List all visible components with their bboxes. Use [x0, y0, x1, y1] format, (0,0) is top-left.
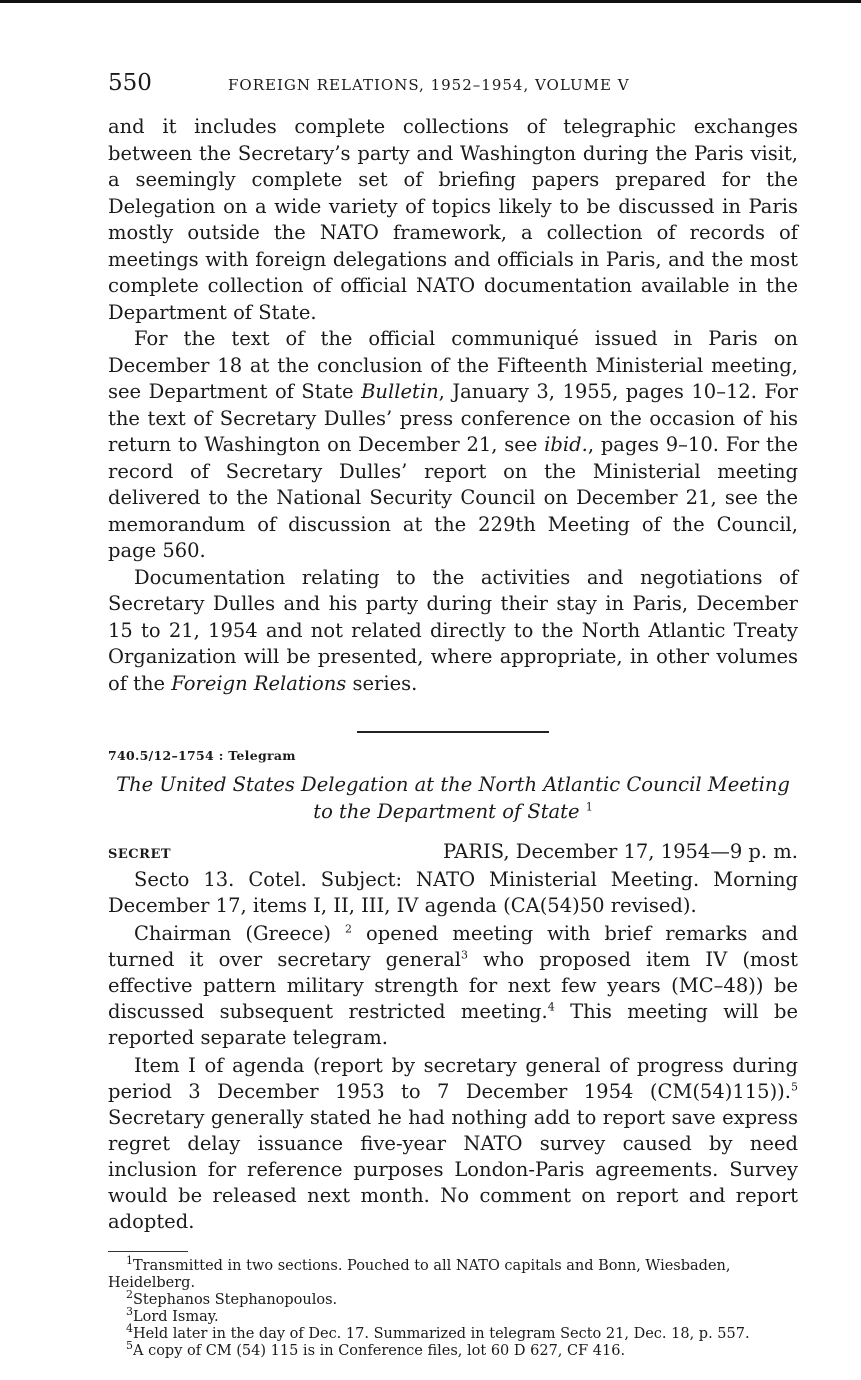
- document-page: [108, 70, 798, 1360]
- bulletin-title: Bulletin: [361, 380, 439, 403]
- footnote-ref-1: 1: [585, 800, 593, 813]
- foreign-relations-title: Foreign Relations: [171, 671, 347, 695]
- footnote-5: $^5$A copy of CM (54) 115 is in Conference files, lot 60 D 627, CF 416.: [126, 1338, 626, 1359]
- document-title-line-1: The United States Delegation at the North Atlantic Council Meeting: [116, 772, 790, 796]
- footnote-4: $^4$Held later in the day of Dec. 17. Summarized in telegram Secto 21, Dec. 18, p. 557.: [126, 1321, 750, 1342]
- footnote-ref-4: 4: [547, 1000, 555, 1013]
- document-title-line-2: to the Department of State $^1$: [313, 799, 593, 823]
- page-number: 550: [108, 70, 152, 96]
- classification-marking: SECRET: [108, 846, 172, 862]
- classification-line: [108, 840, 798, 863]
- telegram-paragraph-3: Item I of agenda (report by secretary general of progress during period 3 December 1953 to 7 December 1954 (CM(54)115)).$^5$ Secretary generally stated he had nothing add to report save express regret delay issuance five-year NATO survey caused by need inclusion for reference purposes London-Paris agreements. Survey would be released next month. No comment on report and report adopted.: [108, 1053, 798, 1233]
- editorial-note: [108, 114, 798, 697]
- telegram-body: [108, 867, 798, 1235]
- page-header: [108, 70, 798, 106]
- footnote-rule: [108, 1251, 188, 1252]
- intro-paragraph-3: Documentation relating to the activities and negotiations of Secretary Dulles and his party during their stay in Paris, December 15 to 21, 1954 and not related directly to the North Atlantic Treaty Organization will be presented, where appropriate, in other volumes of the Foreign Relations series.: [108, 565, 798, 695]
- document-title: [108, 771, 798, 825]
- intro-paragraph-1: and it includes complete collections of telegraphic exchanges between the Secretary’s party and Washington during the Paris visit, a seemingly complete set of briefing papers prepared for the Delegation on a wide variety of topics likely to be discussed in Paris mostly outside the NATO framework, a collection of records of meetings with foreign delegations and officials in Paris, and the most complete collection of official NATO documentation available in the Department of State.: [108, 115, 798, 324]
- top-border-rule: [0, 0, 861, 3]
- section-separator: [357, 731, 549, 733]
- document-file-id: 740.5/12–1754 : Telegram: [108, 747, 296, 763]
- footnote-2: $^2$Stephanos Stephanopoulos.: [126, 1287, 338, 1308]
- telegram-paragraph-1: Secto 13. Cotel. Subject: NATO Ministerial Meeting. Morning December 17, items I, II, III, IV agenda (CA(54)50 revised).: [108, 867, 798, 917]
- dateline: PARIS, December 17, 1954—9 p. m.: [442, 839, 798, 863]
- footnote-3: $^3$Lord Ismay.: [126, 1304, 219, 1325]
- footnote-1: $^1$Transmitted in two sections. Pouched to all NATO capitals and Bonn, Wiesbaden, Heidelberg.: [108, 1253, 731, 1291]
- footnote-ref-3: 3: [460, 948, 468, 961]
- intro-paragraph-2: For the text of the official communiqué issued in Paris on December 18 at the conclusion of the Fifteenth Ministerial meeting, see Department of State Bulletin, January 3, 1955, pages 10–12. For the text of Secretary Dulles’ press conference on the occasion of his return to Washington on December 21, see ibid., pages 9–10. For the record of Secretary Dulles’ report on the Ministerial meeting delivered to the National Security Council on December 21, see the memorandum of discussion at the 229th Meeting of the Council, page 560.: [108, 327, 798, 562]
- footnotes: [108, 1253, 798, 1360]
- footnote-ref-5: 5: [791, 1080, 798, 1093]
- running-head: FOREIGN RELATIONS, 1952–1954, VOLUME V: [228, 76, 630, 94]
- telegram-paragraph-2: Chairman (Greece) $^2$ opened meeting with brief remarks and turned it over secretary general$^3$ who proposed item IV (most effective pattern military strength for next few years (MC–48)) be discussed subsequent restricted meeting.$^4$ This meeting will be reported separate telegram.: [108, 921, 798, 1049]
- ibid-ref: ibid.: [544, 433, 588, 456]
- footnote-ref-2: 2: [345, 922, 353, 935]
